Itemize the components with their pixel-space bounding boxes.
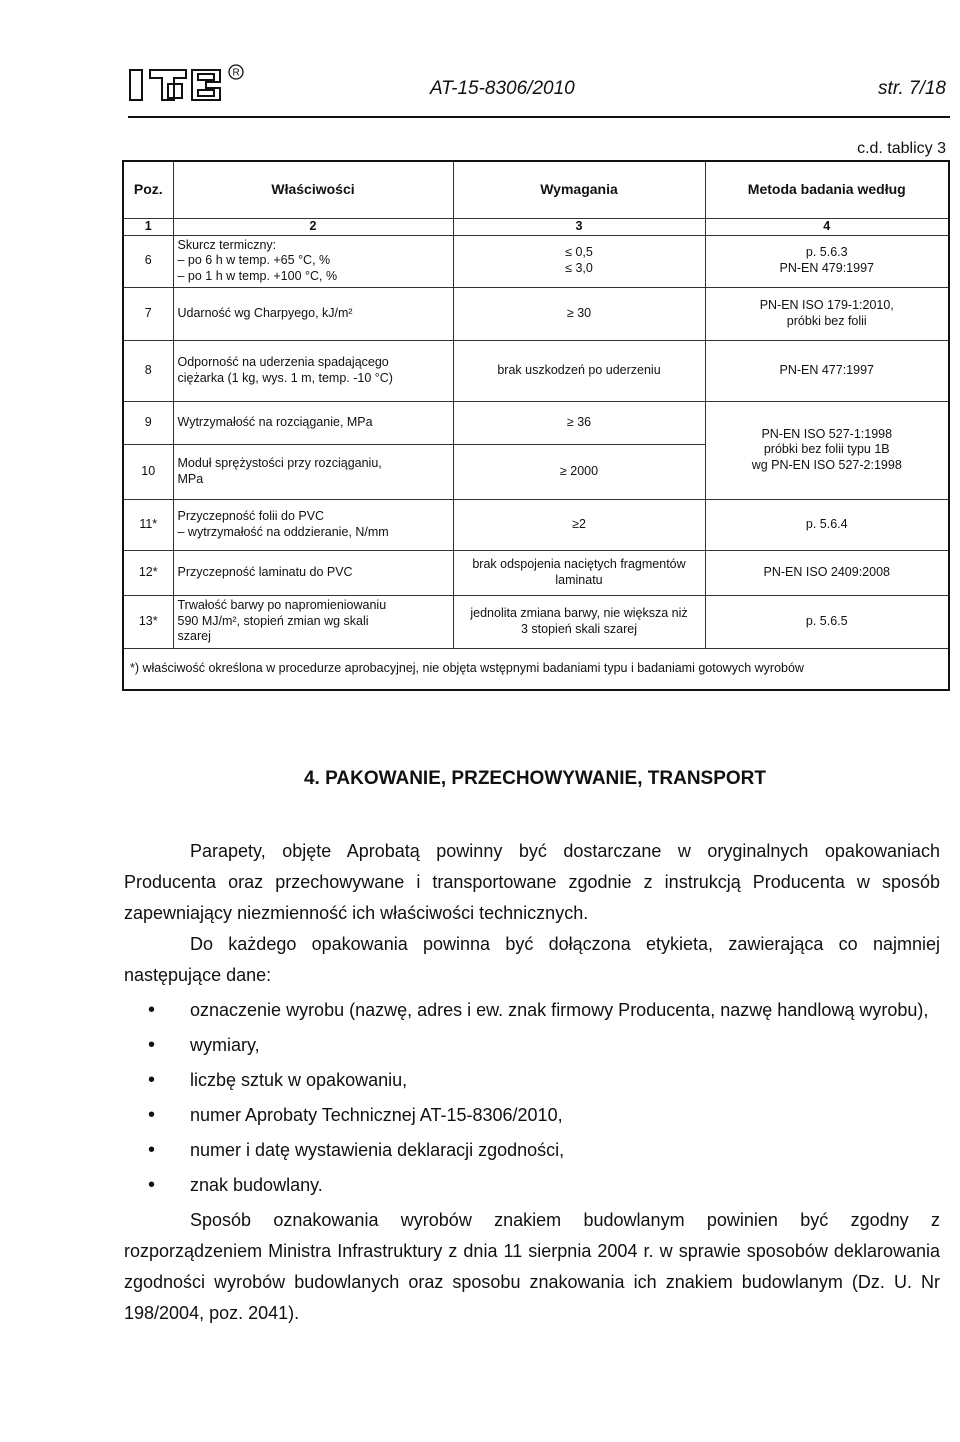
property-text: Przyczepność laminatu do PVC <box>177 564 353 579</box>
row-number: 8 <box>123 340 173 401</box>
table-row <box>123 235 949 287</box>
requirement-value: brak odspojenia naciętych fragmentów <box>472 556 686 571</box>
property-text: Wytrzymałość na rozciąganie, MPa <box>177 414 373 429</box>
table-footnote-row <box>123 648 949 690</box>
method-text: p. 5.6.5 <box>805 613 848 628</box>
table-row <box>123 340 949 401</box>
requirement-value: ≥2 <box>572 516 586 531</box>
requirement-cell <box>453 499 705 550</box>
row-number: 9 <box>123 401 173 444</box>
property-text: Przyczepność folii do PVC <box>177 508 325 523</box>
method-text: PN-EN ISO 527-1:1998 <box>761 426 893 441</box>
label-data-list <box>124 995 940 1201</box>
method-text: próbki bez folii typu 1B <box>763 442 890 457</box>
table-footnote: *) właściwość określona w procedurze aprobacyjnej, nie objęta wstępnymi badaniami typu i badaniami gotowych wyrobów <box>123 648 949 690</box>
method-text: PN-EN 477:1997 <box>779 362 874 377</box>
requirement-cell <box>453 550 705 595</box>
table-row <box>123 499 949 550</box>
property-text: – wytrzymałość na oddzieranie, N/mm <box>177 524 389 539</box>
row-number: 10 <box>123 444 173 499</box>
column-header-properties: Właściwości <box>173 161 453 219</box>
property-cell <box>173 235 453 287</box>
column-number: 3 <box>453 219 705 236</box>
property-text: Udarność wg Charpyego, kJ/m² <box>177 305 353 320</box>
property-text: 590 MJ/m², stopień zmian wg skali <box>177 613 369 628</box>
requirement-cell <box>453 340 705 401</box>
method-cell <box>705 595 949 648</box>
list-item: • wymiary, <box>124 1030 940 1061</box>
property-text: MPa <box>177 471 204 486</box>
requirement-value: laminatu <box>555 572 603 587</box>
property-cell <box>173 499 453 550</box>
method-text: p. 5.6.3 <box>805 245 848 260</box>
table-row <box>123 401 949 444</box>
requirement-cell <box>453 444 705 499</box>
property-cell <box>173 595 453 648</box>
column-header-position: Poz. <box>123 161 173 219</box>
requirement-cell <box>453 287 705 340</box>
property-text: – po 6 h w temp. +65 °C, % <box>177 253 331 268</box>
property-cell <box>173 401 453 444</box>
method-text: PN-EN 479:1997 <box>779 261 874 276</box>
requirement-value: ≥ 36 <box>566 414 592 429</box>
row-number: 12* <box>123 550 173 595</box>
property-text: – po 1 h w temp. +100 °C, % <box>177 268 338 283</box>
property-cell <box>173 340 453 401</box>
svg-text:R: R <box>232 67 240 79</box>
row-number: 11* <box>123 499 173 550</box>
property-text: szarej <box>177 629 211 644</box>
method-text: PN-EN ISO 179-1:2010, <box>759 297 894 312</box>
row-number: 13* <box>123 595 173 648</box>
header-divider <box>128 116 950 118</box>
property-cell <box>173 444 453 499</box>
requirement-cell <box>453 595 705 648</box>
property-text: Moduł sprężystości przy rozciąganiu, <box>177 455 382 470</box>
list-item: • oznaczenie wyrobu (nazwę, adres i ew. znak firmowy Producenta, nazwę handlową wyrobu), <box>124 995 940 1026</box>
document-number: AT-15-8306/2010 <box>430 78 575 99</box>
property-text: Skurcz termiczny: <box>177 237 277 252</box>
property-text: Trwałość barwy po napromieniowaniu <box>177 598 387 613</box>
list-item: • numer Aprobaty Technicznej AT-15-8306/2010, <box>124 1100 940 1131</box>
requirement-cell <box>453 235 705 287</box>
page-number: str. 7/18 <box>878 78 946 99</box>
row-number: 6 <box>123 235 173 287</box>
table-row <box>123 595 949 648</box>
method-cell <box>705 499 949 550</box>
method-cell <box>705 235 949 287</box>
properties-table <box>122 160 950 691</box>
section-body <box>124 836 940 1329</box>
table-row <box>123 287 949 340</box>
paragraph: Do każdego opakowania powinna być dołączona etykieta, zawierająca co najmniej następujące dane: <box>124 934 940 985</box>
method-text: wg PN-EN ISO 527-2:1998 <box>751 457 902 472</box>
section-heading: 4. PAKOWANIE, PRZECHOWYWANIE, TRANSPORT <box>303 768 766 789</box>
itb-logo-icon <box>128 60 254 102</box>
list-item: • znak budowlany. <box>124 1170 940 1201</box>
page-header <box>128 52 948 102</box>
table-continuation-label: c.d. tablicy 3 <box>857 140 946 157</box>
column-number: 4 <box>705 219 949 236</box>
requirement-value: brak uszkodzeń po uderzeniu <box>497 362 661 377</box>
requirement-value: ≤ 0,5 <box>565 245 593 260</box>
method-cell <box>705 340 949 401</box>
method-cell <box>705 550 949 595</box>
property-text: ciężarka (1 kg, wys. 1 m, temp. -10 °C) <box>177 370 393 385</box>
method-text: próbki bez folii <box>786 313 867 328</box>
row-number: 7 <box>123 287 173 340</box>
requirement-value: jednolita zmiana barwy, nie większa niż <box>470 605 688 620</box>
requirement-value: 3 stopień skali szarej <box>520 621 638 636</box>
requirement-value: ≥ 2000 <box>559 463 599 478</box>
method-cell <box>705 401 949 499</box>
paragraph: Sposób oznakowania wyrobów znakiem budowlanym powinien być zgodny z rozporządzeniem Ministra Infrastruktury z dnia 11 sierpnia 2004 r. w sprawie sposobów deklarowania zgodności wyrobów budowlanych oraz sposobu znakowania ich znakiem budowlanym (Dz. U. Nr 198/2004, poz. 2041). <box>124 1210 940 1323</box>
property-cell <box>173 550 453 595</box>
table-row <box>123 550 949 595</box>
column-header-requirements: Wymagania <box>453 161 705 219</box>
method-text: p. 5.6.4 <box>805 516 848 531</box>
table-column-numbers-row <box>123 219 949 236</box>
method-text: PN-EN ISO 2409:2008 <box>763 564 890 579</box>
requirement-value: ≤ 3,0 <box>565 261 593 276</box>
paragraph: Parapety, objęte Aprobatą powinny być dostarczane w oryginalnych opakowaniach Producenta oraz przechowywane i transportowane zgodnie z instrukcją Producenta w sposób zapewniający niezmienność ich właściwości technicznych. <box>124 841 940 923</box>
list-item: • liczbę sztuk w opakowaniu, <box>124 1065 940 1096</box>
table-header-row <box>123 161 949 219</box>
list-item: • numer i datę wystawienia deklaracji zgodności, <box>124 1135 940 1166</box>
property-cell <box>173 287 453 340</box>
requirement-value: ≥ 30 <box>566 305 592 320</box>
column-number: 1 <box>123 219 173 236</box>
method-cell <box>705 287 949 340</box>
requirement-cell <box>453 401 705 444</box>
column-header-test-method: Metoda badania według <box>705 161 949 219</box>
property-text: Odporność na uderzenia spadającego <box>177 354 389 369</box>
column-number: 2 <box>173 219 453 236</box>
